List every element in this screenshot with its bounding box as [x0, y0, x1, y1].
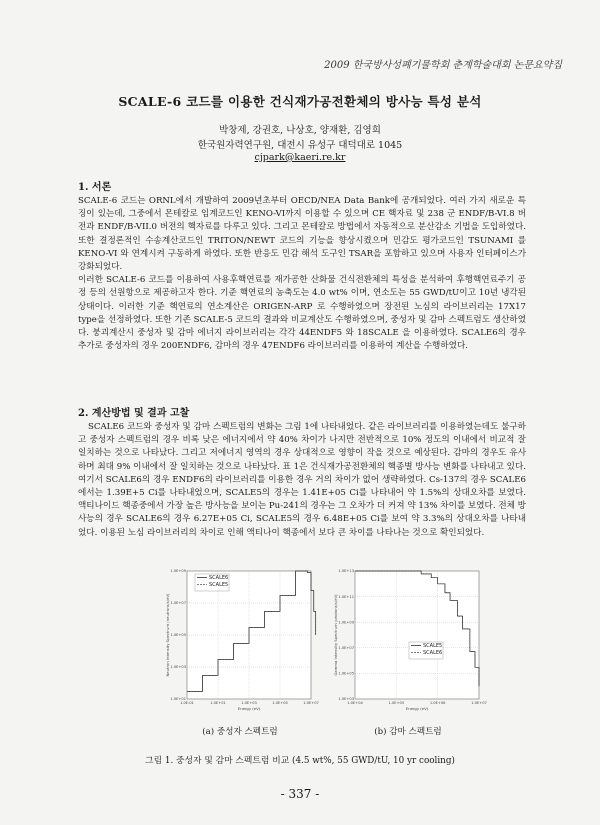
- y-tick-label: 1.0E+01: [170, 697, 186, 702]
- x-axis-label: Energy (eV): [405, 706, 429, 711]
- x-tick-label: 1.0E+04: [347, 701, 363, 705]
- legend-label: SCALE6: [209, 575, 229, 581]
- y-tick-label: 1.0E+07: [338, 646, 354, 650]
- gamma-spectrum-chart: [333, 565, 487, 715]
- x-tick-label: 1.0E+07: [303, 701, 319, 705]
- affiliation: 한국원자력연구원, 대전시 유성구 대덕대로 1045: [197, 140, 403, 151]
- author-email-link[interactable]: cjpark@kaeri.re.kr: [254, 152, 346, 163]
- paragraph: SCALE-6 코드는 ORNL에서 개발하여 2009년초부터 OECD/NEA Data Bank에 공개되었다. 여러 가지 새로운 특징이 있는데, 그중에서 몬테칼로 임계코드인 KENO-VI까지 이용할 수 있으며 CE 핵자료 및 238 군 ENDF/B-VI.8 버전과 ENDF/B-VII.0 버전의 핵자료를 다루고 있다. 그리고 몬테칼로 방법에서 자동적으로 분산감소 기법을 도입하였다. 또한 결정론적인 수송계산코드인 TRITON/NEWT 코드의 기능을 향상시켰으며 민감도 평가코드인 TSUNAMI 를 KENO-VI 와 연계시켜 구동하게 하였다. 또한 반응도 민감 해석 도구인 TSAR을 포함하고 있으며 사용자 인터페이스가 강화되었다.: [78, 196, 526, 273]
- x-tick-label: 1.0E+07: [471, 701, 487, 705]
- y-tick-label: 1.0E+05: [338, 671, 354, 676]
- legend-label: SCALE6: [423, 650, 443, 656]
- y-tick-label: 1.0E+09: [338, 620, 354, 625]
- figure-caption: 그림 1. 중성자 및 감마 스펙트럼 비교 (4.5 wt%, 55 GWD/tU, 10 yr cooling): [145, 756, 455, 766]
- x-tick-label: 1.0E+03: [241, 701, 257, 705]
- figure-1: [165, 565, 487, 740]
- x-tick-label: 1.0E+05: [272, 701, 288, 705]
- section-methods-results: [78, 404, 526, 540]
- page-number: - 337 -: [280, 787, 320, 801]
- section-heading: 2. 계산방법 및 결과 고찰: [78, 408, 190, 419]
- x-axis-label: Energy (eV): [237, 706, 261, 711]
- author-list: 박창제, 강권호, 나상호, 양재환, 김영희: [219, 125, 381, 136]
- x-tick-label: 1.0E+05: [388, 701, 405, 705]
- y-axis-label: Gamma Intensity Spectrum (photons/s/eV): [333, 594, 338, 676]
- paragraph: 이러한 SCALE-6 코드를 이용하여 사용후핵연료를 재가공한 산화물 건식전환체의 특성을 분석하여 후행핵연료주기 공정 등의 선원항으로 제공하고자 한다. 기준 핵연료의 농축도는 4.0 wt% 이며, 연소도는 55 GWD/tU이고 10년 냉각된 상태이다. 이러한 기준 핵연료의 연소계산은 ORIGEN-ARP 로 수행하였으며 장전된 노심의 라이브러리는 17X17 type을 선정하였다. 또한 기존 SCALE-5 코드의 결과와 비교계산도 수행하였으며, 중성자 및 감마 스펙트럼도 생산하였다. 붕괴계산시 중성자 및 감마 에너지 라이브러리는 각각 44ENDF5 와 18SCALE 을 이용하였다. SCALE6의 경우 추가로 중성자의 경우 200ENDF6, 감마의 경우 47ENDF6 라이브러리를 이용하여 계산을 수행하였다.: [78, 275, 526, 352]
- y-tick-label: 1.0E+13: [338, 569, 354, 574]
- legend-label: SCALE5: [423, 643, 443, 649]
- plot-area: [355, 571, 479, 699]
- subcaption-a: (a) 중성자 스펙트럼: [202, 727, 278, 737]
- section-heading: 1. 서론: [78, 182, 112, 193]
- x-tick-label: 1.0E-01: [180, 701, 194, 705]
- x-tick-label: 1.0E+01: [210, 701, 226, 705]
- y-tick-label: 1.0E+11: [338, 594, 354, 599]
- subcaption-b: (b) 감마 스펙트럼: [374, 727, 442, 737]
- y-tick-label: 1.0E+03: [170, 665, 186, 670]
- section-introduction: [78, 178, 526, 353]
- paper-title: SCALE-6 코드를 이용한 건식재가공전환체의 방사능 특성 분석: [118, 94, 482, 109]
- legend-label: SCALE5: [209, 582, 229, 588]
- neutron-spectrum-chart: [165, 565, 319, 715]
- y-tick-label: 1.0E+05: [170, 633, 186, 638]
- x-tick-label: 1.0E+06: [429, 701, 446, 705]
- running-head: 2009 한국방사성폐기물학회 춘계학술대회 논문요약집: [324, 60, 562, 71]
- paragraph: SCALE6 코드와 중성자 및 감마 스펙트럼의 변화는 그림 1에 나타내었다. 같은 라이브러리를 이용하였는데도 불구하고 중성자 스펙트럼의 경우 비록 낮은 에너지에서 약 40% 차이가 나지만 전반적으로 10% 정도의 이내에서 비교적 잘 일치하는 것으로 나타났다. 그리고 저에너지 영역의 경우 상대적으로 영향이 작을 것으로 예상된다. 감마의 경우도 유사하며 최대 9% 이내에서 잘 일치하는 것으로 나타났다. 표 1은 건식재가공전환체의 핵종별 방사능 변화를 나타내고 있다. 여기서 SCALE6의 경우 ENDF6의 라이브러리를 이용한 경우 거의 차이가 없어 생략하였다. Cs-137의 경우 SCALE6에서는 1.39E+5 Ci를 나타내었으며, SCALE5의 경우는 1.41E+05 Ci를 나타내어 약 1.5%의 상대오차를 보였다. 액티나이드 핵종중에서 가장 높은 방사능을 보이는 Pu-241의 경우는 그 오차가 더 커져 약 13% 차이를 보였다. 전체 방사능의 경우 SCALE6의 경우 6.27E+05 Ci, SCALE5의 경우 6.48E+05 Ci를 보여 약 3.3%의 상대오차를 나타내었다. 이용된 노심 라이브러리의 차이로 인해 액티나이 핵종에서 보다 큰 차이를 나타나는 것으로 확인되었다.: [78, 422, 526, 538]
- y-tick-label: 1.0E+07: [170, 601, 186, 606]
- y-tick-label: 1.0E+09: [170, 569, 186, 574]
- y-axis-label: Neutron Intensity Spectrum (neutrons/s/eV): [165, 593, 170, 677]
- y-tick-label: 1.0E+03: [338, 697, 354, 702]
